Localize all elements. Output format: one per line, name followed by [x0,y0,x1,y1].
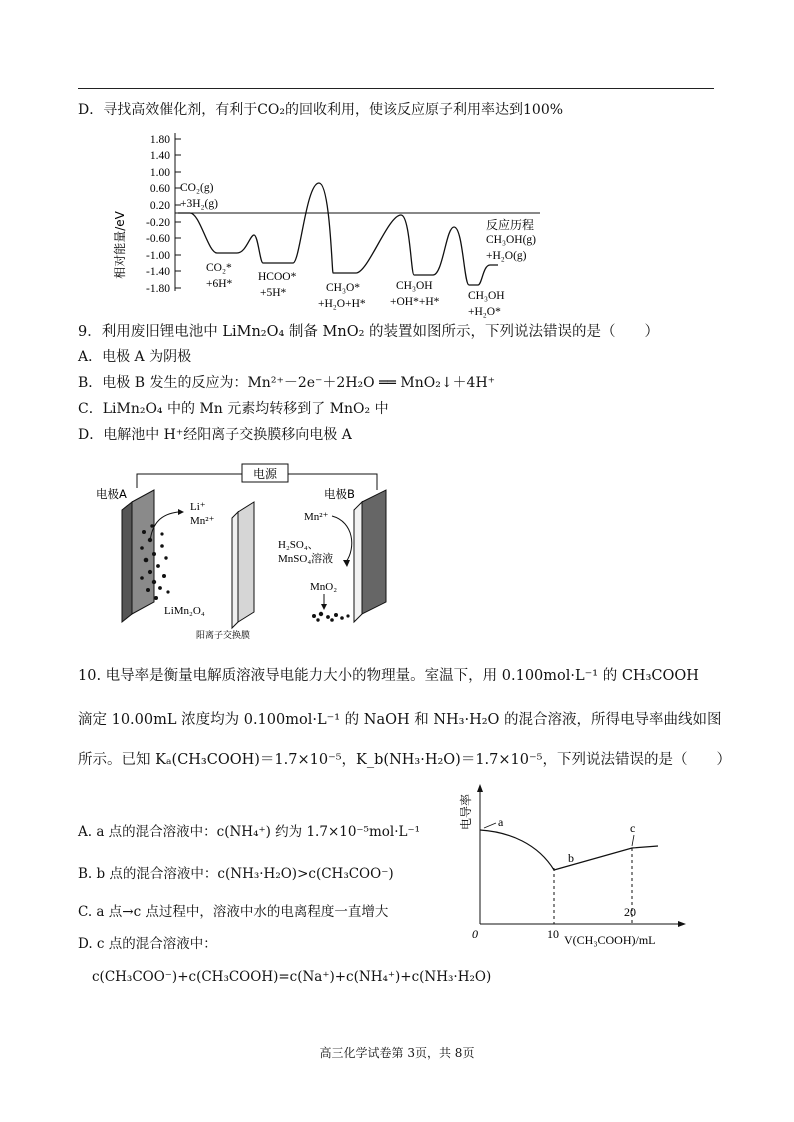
state-6-line2: +H₂O* [468,306,501,318]
electrode-b-label: 电极B [324,487,355,501]
q10-stem-line-2: 滴定 10.00mL 浓度均为 0.100mol·L⁻¹ 的 NaOH 和 NH₃·H₂O 的混合溶液，所得电导率曲线如图 [78,712,722,728]
q10-option-a: A. a 点的混合溶液中：c(NH₄⁺) 约为 1.7×10⁻⁵mol·L⁻¹ [78,824,421,840]
point-a-leader [484,823,496,828]
energy-ticks [146,134,181,295]
membrane-front [238,502,254,622]
q10-option-d-equation: c(CH₃COO⁻)+c(CH₃COOH)=c(Na⁺)+c(NH₄⁺)+c(NH₃·H₂O) [92,969,492,985]
state-7-line2: +H₂O(g) [486,250,527,262]
ytick-4: 0.60 [149,183,170,195]
q10-stem-line-3: 所示。已知 Kₐ(CH₃COOH)＝1.7×10⁻⁵，K_b(NH₃·H₂O)＝1.7×10⁻⁵，下列说法错误的是（ ） [78,752,731,768]
mno2-particles [312,612,350,622]
q10-option-c: C. a 点→c 点过程中，溶液中水的电离程度一直增大 [78,904,389,920]
solution-label-2: MnSO₄溶液 [278,553,334,565]
solution-label-1: H₂SO₄、 [278,539,319,551]
energy-state-labels [180,182,536,318]
product-label: MnO₂ [310,581,338,593]
energy-profile-diagram [78,125,638,325]
oxidation-arrow [332,516,352,562]
ytick-5: 0.20 [149,200,170,212]
ytick-9: -1.40 [146,266,170,278]
ytick-1: 1.80 [149,134,170,146]
electrode-a-label: 电极A [96,487,127,501]
q9-option-b: B．电极 B 发生的反应为：Mn²⁺－2e⁻＋2H₂O ══ MnO₂↓＋4H⁺ [78,375,496,391]
ytick-6: -0.20 [146,217,170,229]
point-a-label: a [498,815,504,829]
point-c-label: c [630,821,636,835]
electrolysis-cell-diagram [92,462,412,642]
energy-ylabel: 相对能量/eV [113,211,127,279]
state-5-line2: +OH*+H* [390,296,440,308]
conductivity-chart [452,782,702,948]
conductivity-xlabel: V(CH₃COOH)/mL [564,933,656,947]
state-1-line2: +3H₂(g) [180,198,218,210]
q9-stem: 9．利用废旧锂电池中 LiMn₂O₄ 制备 MnO₂ 的装置如图所示，下列说法错误的是（ ） [78,324,660,340]
precipitate-arrowhead [321,604,327,610]
q10-stem-line-1: 10. 电导率是衡量电解质溶液导电能力大小的物理量。室温下，用 0.100mol·L⁻¹ 的 CH₃COOH [78,668,699,684]
q10-option-d: D. c 点的混合溶液中： [78,936,217,952]
membrane-side [232,512,238,628]
origin-label: 0 [472,927,478,941]
state-3-line1: HCOO* [258,271,297,283]
q9-option-a: A．电极 A 为阴极 [78,349,192,365]
q9-option-d: D．电解池中 H⁺经阳离子交换膜移向电极 A [78,427,352,443]
state-1-line1: CO₂(g) [180,182,214,194]
xtick-10: 10 [547,927,559,941]
ion-mn-left-label: Mn²⁺ [190,515,215,527]
reaction-coordinate-label: 反应历程 [486,218,535,232]
point-c-leader [632,835,634,846]
ion-li-label: Li⁺ [190,501,206,513]
solid-label: LiMn₂O₄ [164,605,205,617]
q9-option-c: C．LiMn₂O₄ 中的 Mn 元素均转移到了 MnO₂ 中 [78,401,389,417]
chart-y-arrow [477,784,483,792]
xtick-20: 20 [624,905,636,919]
power-source-label: 电源 [252,467,278,481]
electrode-b-face [354,502,362,622]
electrode-a-face [122,502,132,622]
state-5-line1: CH₃OH [396,280,433,292]
electrode-b-front [362,490,386,614]
q8-option-d: D．寻找高效催化剂，有利于CO₂的回收利用，使该反应原子利用率达到100% [78,102,564,118]
state-2-line1: CO₂* [206,262,232,274]
state-2-line2: +6H* [206,278,233,290]
state-7-line1: CH₃OH(g) [486,234,537,246]
membrane-label: 阳离子交换膜 [196,631,251,641]
state-6-line1: CH₃OH [468,290,505,302]
ytick-2: 1.40 [149,150,170,162]
ytick-8: -1.00 [146,250,170,262]
ytick-7: -0.60 [146,233,170,245]
state-4-line1: CH₃O* [326,282,361,294]
state-4-line2: +H₂O+H* [318,298,366,310]
ion-release-arrowhead [178,509,184,515]
chart-x-arrow [678,921,686,927]
conductivity-ylabel: 电导率 [459,793,473,831]
electrode-a-front [132,490,154,614]
q10-option-b: B. b 点的混合溶液中：c(NH₃·H₂O)>c(CH₃COO⁻) [78,866,394,882]
ytick-3: 1.00 [149,167,170,179]
ion-mn-right-label: Mn²⁺ [304,511,329,523]
header-rule [78,88,714,89]
state-3-line2: +5H* [260,287,287,299]
oxidation-arrowhead [343,560,350,567]
ytick-10: -1.80 [146,283,170,295]
page-footer: 高三化学试卷第 3页，共 8页 [319,1046,475,1060]
point-b-label: b [568,851,574,865]
